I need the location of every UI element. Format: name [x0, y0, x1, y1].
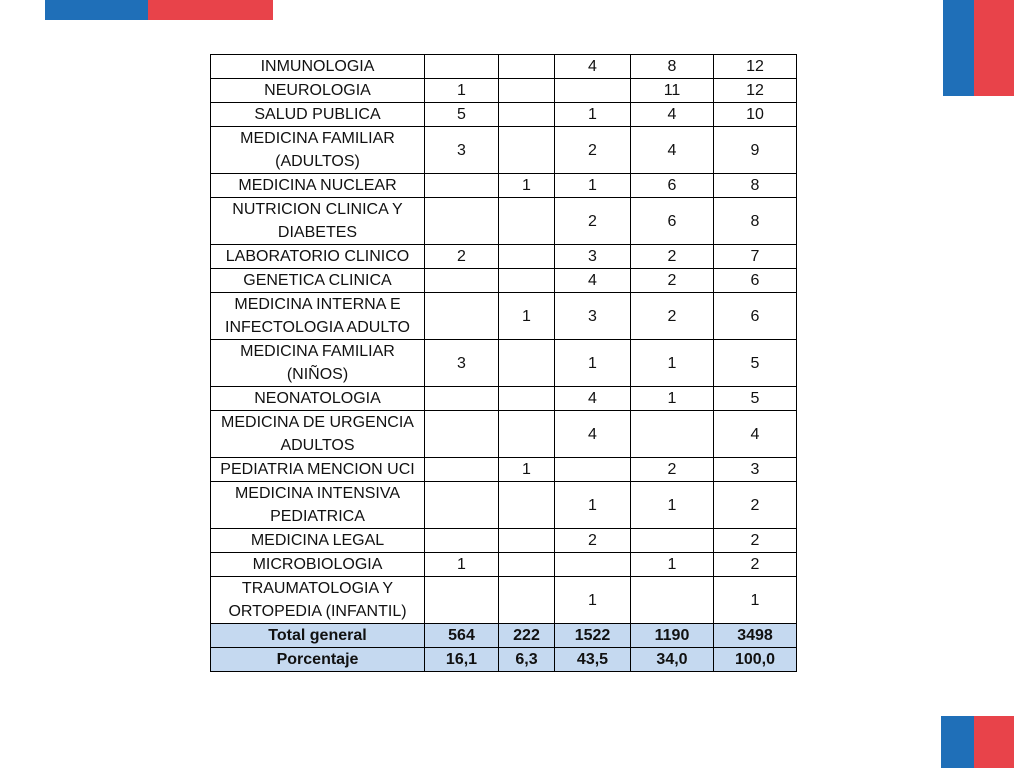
specialty-name-cell: NEUROLOGIA	[211, 79, 425, 103]
value-cell	[425, 269, 499, 293]
value-cell: 2	[631, 293, 714, 340]
value-cell	[555, 553, 631, 577]
value-cell	[631, 577, 714, 624]
value-cell	[425, 458, 499, 482]
value-cell: 1	[555, 482, 631, 529]
specialty-name-cell: MEDICINA INTENSIVA PEDIATRICA	[211, 482, 425, 529]
value-cell: 6	[631, 174, 714, 198]
value-cell	[555, 458, 631, 482]
specialty-name-cell: MEDICINA INTERNA E INFECTOLOGIA ADULTO	[211, 293, 425, 340]
value-cell	[499, 577, 555, 624]
value-cell: 1	[499, 174, 555, 198]
value-cell: 100,0	[714, 648, 797, 672]
value-cell: 1	[631, 482, 714, 529]
value-cell: 6	[631, 198, 714, 245]
value-cell: 4	[714, 411, 797, 458]
specialty-name-cell: GENETICA CLINICA	[211, 269, 425, 293]
value-cell: 10	[714, 103, 797, 127]
value-cell	[499, 269, 555, 293]
value-cell: 3498	[714, 624, 797, 648]
value-cell: 11	[631, 79, 714, 103]
specialty-name-cell: PEDIATRIA MENCION UCI	[211, 458, 425, 482]
specialty-name-cell: MEDICINA DE URGENCIA ADULTOS	[211, 411, 425, 458]
value-cell	[555, 79, 631, 103]
percent-row	[211, 648, 797, 672]
value-cell: 2	[631, 245, 714, 269]
value-cell	[425, 411, 499, 458]
value-cell: 1	[425, 553, 499, 577]
value-cell: 1522	[555, 624, 631, 648]
specialty-name-cell: NEONATOLOGIA	[211, 387, 425, 411]
value-cell	[499, 387, 555, 411]
value-cell	[425, 577, 499, 624]
value-cell: 1	[499, 458, 555, 482]
value-cell: 1	[555, 577, 631, 624]
value-cell: 2	[555, 127, 631, 174]
specialty-name-cell: MEDICINA FAMILIAR (NIÑOS)	[211, 340, 425, 387]
value-cell	[425, 387, 499, 411]
table-row	[211, 293, 797, 340]
value-cell	[425, 198, 499, 245]
specialty-name-cell: NUTRICION CLINICA Y DIABETES	[211, 198, 425, 245]
value-cell: 6	[714, 269, 797, 293]
specialty-name-cell: INMUNOLOGIA	[211, 55, 425, 79]
value-cell: 1	[499, 293, 555, 340]
specialty-name-cell: TRAUMATOLOGIA Y ORTOPEDIA (INFANTIL)	[211, 577, 425, 624]
brand-bar-blue-bottom-right	[941, 716, 974, 768]
table-row	[211, 529, 797, 553]
value-cell: 2	[425, 245, 499, 269]
value-cell: 2	[631, 269, 714, 293]
value-cell: 6,3	[499, 648, 555, 672]
specialty-name-cell: MEDICINA NUCLEAR	[211, 174, 425, 198]
value-cell: 2	[555, 198, 631, 245]
value-cell: 3	[555, 245, 631, 269]
value-cell	[499, 245, 555, 269]
table-row	[211, 103, 797, 127]
value-cell: 1	[631, 340, 714, 387]
table-row	[211, 411, 797, 458]
value-cell: 3	[555, 293, 631, 340]
value-cell	[499, 127, 555, 174]
value-cell: 1	[714, 577, 797, 624]
table-row	[211, 198, 797, 245]
table-row	[211, 577, 797, 624]
specialty-name-cell: SALUD PUBLICA	[211, 103, 425, 127]
table-row	[211, 458, 797, 482]
value-cell	[425, 174, 499, 198]
value-cell	[499, 553, 555, 577]
value-cell: 8	[714, 198, 797, 245]
value-cell: 1	[631, 553, 714, 577]
brand-bar-red-top-right	[974, 0, 1014, 96]
value-cell: 3	[425, 127, 499, 174]
value-cell: 2	[714, 529, 797, 553]
value-cell: 12	[714, 79, 797, 103]
brand-bar-red-bottom-right	[974, 716, 1014, 768]
value-cell: 2	[714, 482, 797, 529]
value-cell: 4	[555, 269, 631, 293]
value-cell: 12	[714, 55, 797, 79]
value-cell	[499, 340, 555, 387]
value-cell: 8	[631, 55, 714, 79]
value-cell: 4	[555, 55, 631, 79]
value-cell: 1	[555, 174, 631, 198]
specialty-table	[210, 54, 797, 672]
value-cell: 7	[714, 245, 797, 269]
specialty-name-cell: Porcentaje	[211, 648, 425, 672]
value-cell	[425, 482, 499, 529]
table-row	[211, 387, 797, 411]
brand-bar-blue-top	[45, 0, 148, 20]
value-cell	[499, 79, 555, 103]
value-cell	[499, 529, 555, 553]
value-cell: 1	[425, 79, 499, 103]
value-cell	[631, 529, 714, 553]
value-cell: 564	[425, 624, 499, 648]
value-cell	[425, 55, 499, 79]
value-cell: 1	[631, 387, 714, 411]
value-cell: 8	[714, 174, 797, 198]
table-row	[211, 269, 797, 293]
value-cell: 4	[631, 127, 714, 174]
table-row	[211, 553, 797, 577]
value-cell: 4	[631, 103, 714, 127]
value-cell	[631, 411, 714, 458]
value-cell: 34,0	[631, 648, 714, 672]
value-cell	[425, 529, 499, 553]
table-row	[211, 127, 797, 174]
value-cell	[499, 411, 555, 458]
value-cell: 6	[714, 293, 797, 340]
table-row	[211, 174, 797, 198]
table-row	[211, 79, 797, 103]
value-cell: 1190	[631, 624, 714, 648]
value-cell: 4	[555, 387, 631, 411]
specialty-name-cell: LABORATORIO CLINICO	[211, 245, 425, 269]
value-cell: 222	[499, 624, 555, 648]
value-cell: 2	[631, 458, 714, 482]
value-cell: 5	[714, 340, 797, 387]
value-cell: 2	[714, 553, 797, 577]
value-cell	[499, 103, 555, 127]
value-cell	[499, 55, 555, 79]
value-cell: 43,5	[555, 648, 631, 672]
value-cell: 3	[425, 340, 499, 387]
value-cell	[425, 293, 499, 340]
specialty-name-cell: MICROBIOLOGIA	[211, 553, 425, 577]
value-cell: 5	[425, 103, 499, 127]
specialty-name-cell: MEDICINA LEGAL	[211, 529, 425, 553]
value-cell: 2	[555, 529, 631, 553]
table-row	[211, 245, 797, 269]
value-cell: 5	[714, 387, 797, 411]
value-cell: 16,1	[425, 648, 499, 672]
brand-bar-blue-top-right	[943, 0, 974, 96]
table-row	[211, 340, 797, 387]
value-cell: 9	[714, 127, 797, 174]
value-cell	[499, 198, 555, 245]
value-cell: 1	[555, 103, 631, 127]
value-cell: 3	[714, 458, 797, 482]
total-row	[211, 624, 797, 648]
value-cell	[499, 482, 555, 529]
brand-bar-red-top	[148, 0, 273, 20]
table-row	[211, 55, 797, 79]
specialty-name-cell: MEDICINA FAMILIAR (ADULTOS)	[211, 127, 425, 174]
table-row	[211, 482, 797, 529]
value-cell: 4	[555, 411, 631, 458]
value-cell: 1	[555, 340, 631, 387]
specialty-name-cell: Total general	[211, 624, 425, 648]
